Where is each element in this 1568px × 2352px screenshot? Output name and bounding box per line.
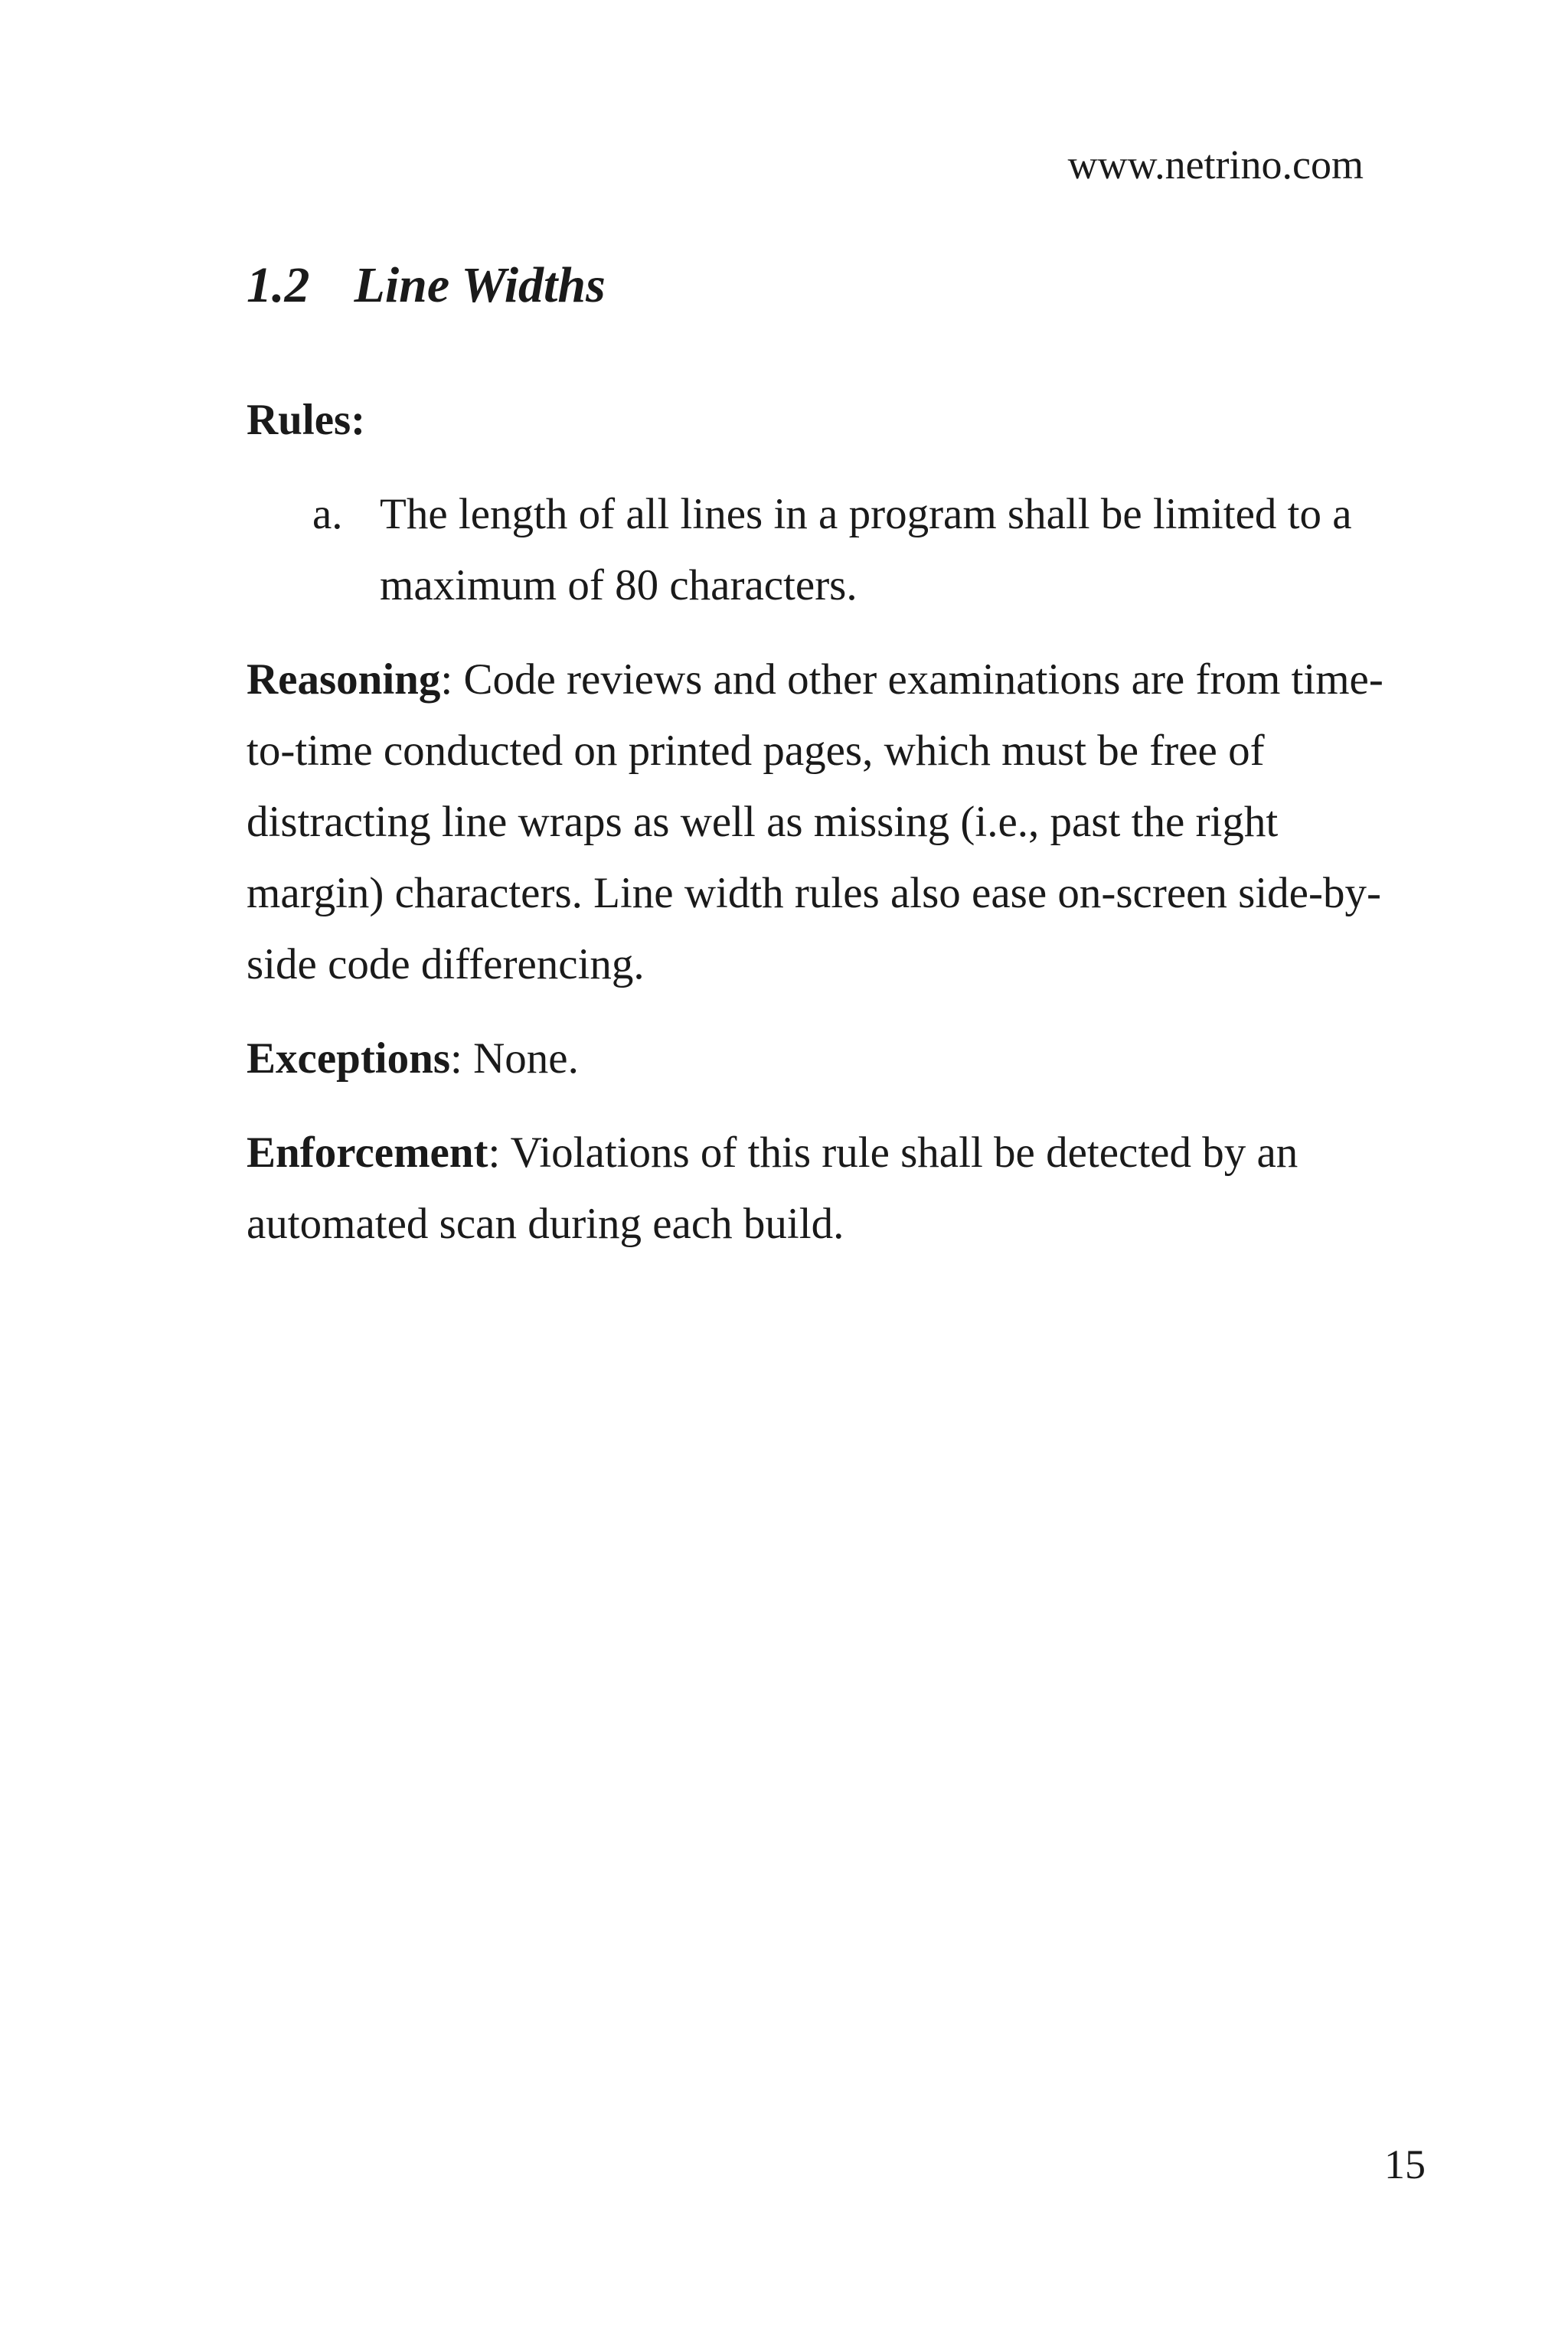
rules-label: Rules: (247, 396, 366, 444)
rule-item (247, 479, 1395, 621)
enforcement-text: : Violations of this rule shall be detected by an automated scan during each build. (247, 1129, 1298, 1248)
page-number: 15 (1384, 2141, 1426, 2187)
reasoning-paragraph (247, 644, 1395, 1000)
section-heading (247, 257, 606, 313)
exceptions-paragraph (247, 1023, 1395, 1094)
reasoning-term: Reasoning (247, 655, 441, 704)
reasoning-text: : Code reviews and other examinations are from time-to-time conducted on printed pages, which must be free of distracting line wraps as well as missing (i.e., past the right margin) characters. Line width rules also ease on-screen side-by-side code differencing. (247, 655, 1383, 988)
header-url: www.netrino.com (1067, 142, 1364, 188)
section-number: 1.2 (247, 257, 310, 313)
rule-marker: a. (312, 490, 343, 538)
exceptions-term: Exceptions (247, 1034, 451, 1083)
section-title: Line Widths (354, 257, 606, 313)
enforcement-term: Enforcement (247, 1129, 488, 1177)
enforcement-paragraph (247, 1117, 1395, 1259)
rule-text: The length of all lines in a program shall be limited to a maximum of 80 characters. (380, 490, 1352, 609)
rule-list (247, 479, 1395, 621)
exceptions-text: : None. (450, 1034, 579, 1083)
section-body (247, 384, 1395, 1282)
